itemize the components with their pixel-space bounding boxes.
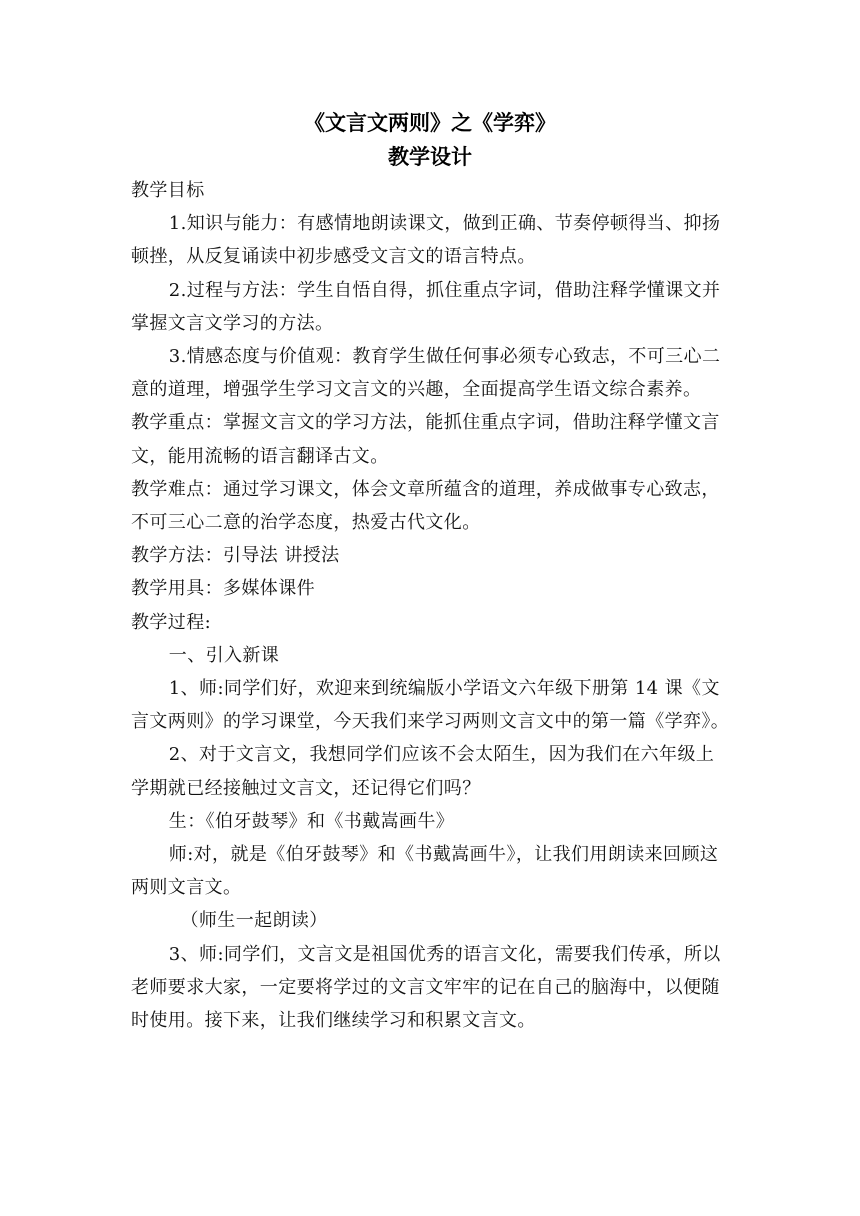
teacher-reply: 师:对，就是《伯牙鼓琴》和《书戴嵩画牛》，让我们用朗读来回顾这两则文言文。	[131, 844, 719, 899]
process-paragraph: 1、师:同学们好，欢迎来到统编版小学语文六年级下册第 14 课《文言文两则》的学习课堂，今天我们来学习两则文言文中的第一篇《学弈》。	[131, 678, 730, 733]
process-step-heading: 一、引入新课	[168, 644, 280, 666]
document-subtitle: 教学设计	[388, 145, 472, 169]
teaching-tools: 教学用具：多媒体课件	[131, 578, 315, 600]
section-heading-process: 教学过程:	[131, 611, 212, 633]
objective-process: 2.过程与方法：学生自悟自得，抓住重点字词，借助注释学懂课文并掌握文言文学习的方法。	[131, 279, 721, 334]
process-paragraph: 3、师:同学们，文言文是祖国优秀的语言文化，需要我们传承，所以老师要求大家，一定要将学过的文言文牢牢的记在自己的脑海中，以便随时使用。接下来，让我们继续学习和积累文言文。	[131, 943, 721, 1032]
section-heading-objectives: 教学目标	[131, 180, 205, 201]
objective-values: 3.情感态度与价值观：教育学生做任何事必须专心致志，不可三心二意的道理，增强学生学习文言文的兴趣，全面提高学生语文综合素养。	[131, 346, 721, 401]
teaching-key-points: 教学重点：掌握文言文的学习方法，能抓住重点字词，借助注释学懂文言文，能用流畅的语言翻译古文。	[131, 412, 720, 467]
process-paragraph: 2、对于文言文，我想同学们应该不会太陌生，因为我们在六年级上学期就已经接触过文言文，还记得它们吗？	[131, 744, 715, 799]
teaching-difficulties: 教学难点：通过学习课文，体会文章所蕴含的道理，养成做事专心致志，不可三心二意的治学态度，热爱古代文化。	[131, 478, 720, 534]
document-title: 《文言文两则》之《学弈》	[304, 111, 556, 135]
stage-direction: （师生一起朗读）	[180, 910, 328, 932]
objective-knowledge: 1.知识与能力：有感情地朗读课文，做到正确、节奏停顿得当、抑扬顿挫，从反复诵读中初步感受文言文的语言特点。	[131, 213, 721, 268]
document-body	[131, 174, 731, 1037]
teaching-methods: 教学方法：引导法 讲授法	[131, 545, 340, 567]
student-reply: 生：《伯牙鼓琴》和《书戴嵩画牛》	[168, 810, 455, 832]
